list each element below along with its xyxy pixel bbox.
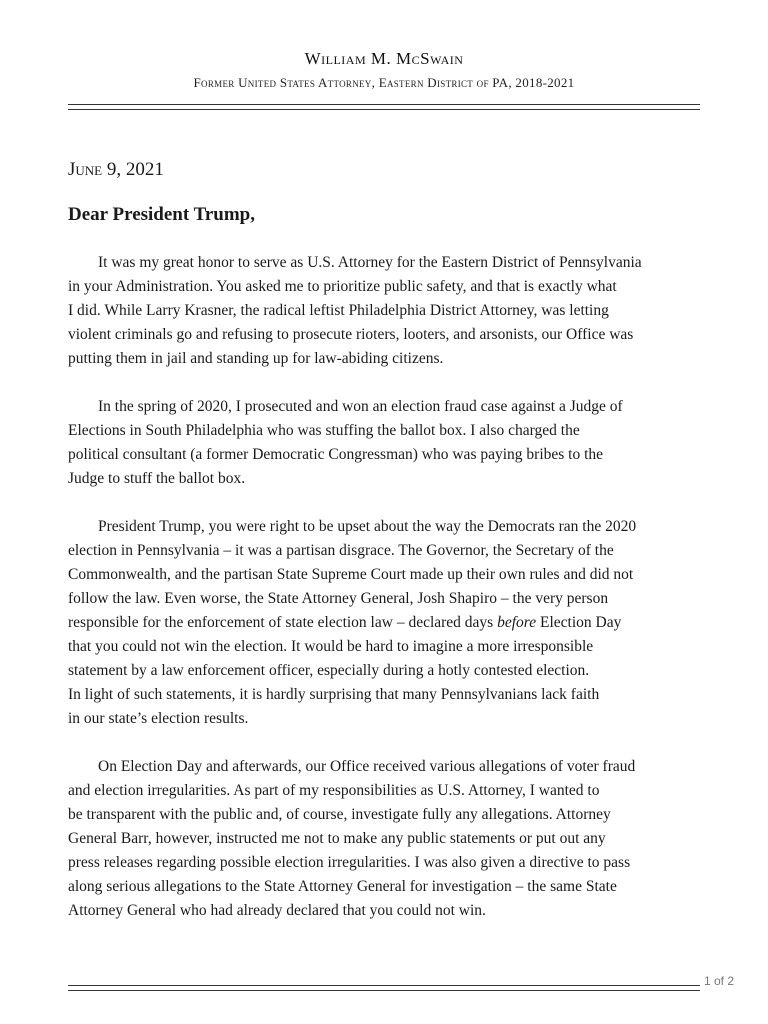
text-line: in your Administration. You asked me to prioritize public safety, and that is exactly what — [68, 278, 617, 295]
salutation: Dear President Trump, — [68, 204, 256, 225]
text-line: putting them in jail and standing up for law-abiding citizens. — [68, 350, 444, 367]
letterhead-subtitle: Former United States Attorney, Eastern District of PA, 2018-2021 — [193, 75, 575, 90]
text-line: follow the law. Even worse, the State Attorney General, Josh Shapiro – the very person — [68, 590, 609, 607]
text-line: Elections in South Philadelphia who was stuffing the ballot box. I also charged the — [68, 422, 580, 439]
text-line: political consultant (a former Democratic Congressman) who was paying bribes to the — [68, 446, 604, 463]
text-line: Commonwealth, and the partisan State Supreme Court made up their own rules and did not — [68, 566, 634, 583]
text-line: Judge to stuff the ballot box. — [68, 470, 246, 487]
paragraph-4 — [68, 755, 708, 923]
text-segment: responsible for the enforcement of state election law – declared days — [68, 614, 498, 631]
text-line: Attorney General who had already declared that you could not win. — [68, 902, 486, 919]
letterhead — [0, 48, 768, 92]
letter-body — [68, 251, 708, 923]
letter-date: June 9, 2021 — [68, 159, 164, 180]
text-line-with-emphasis — [68, 611, 708, 635]
text-line: violent criminals go and refusing to prosecute rioters, looters, and arsonists, our Office was — [68, 326, 634, 343]
text-line: It was my great honor to serve as U.S. Attorney for the Eastern District of Pennsylvania — [98, 254, 642, 271]
text-line: In the spring of 2020, I prosecuted and won an election fraud case against a Judge of — [98, 398, 623, 415]
text-line: General Barr, however, instructed me not to make any public statements or put out any — [68, 830, 606, 847]
text-line: that you could not win the election. It would be hard to imagine a more irresponsible — [68, 638, 594, 655]
paragraph-1 — [68, 251, 708, 371]
text-segment: Election Day — [536, 614, 622, 631]
page-indicator: 1 of 2 — [703, 974, 734, 988]
text-line: along serious allegations to the State Attorney General for investigation – the same State — [68, 878, 617, 895]
text-line: On Election Day and afterwards, our Office received various allegations of voter fraud — [98, 758, 636, 775]
text-line: be transparent with the public and, of course, investigate fully any allegations. Attorney — [68, 806, 611, 823]
text-line: statement by a law enforcement officer, especially during a hotly contested election. — [68, 662, 590, 679]
paragraph-3 — [68, 515, 708, 731]
text-line: President Trump, you were right to be upset about the way the Democrats ran the 2020 — [98, 518, 637, 535]
text-line: press releases regarding possible election irregularities. I was also given a directive to pass — [68, 854, 631, 871]
text-line: election in Pennsylvania – it was a partisan disgrace. The Governor, the Secretary of the — [68, 542, 614, 559]
paragraph-2 — [68, 395, 708, 491]
emphasis-before: before — [497, 614, 537, 631]
footer-divider — [68, 985, 700, 991]
text-line: In light of such statements, it is hardly surprising that many Pennsylvanians lack faith — [68, 686, 600, 703]
header-divider — [68, 104, 700, 110]
text-line: I did. While Larry Krasner, the radical leftist Philadelphia District Attorney, was letting — [68, 302, 609, 319]
text-line: in our state’s election results. — [68, 710, 249, 727]
text-line: and election irregularities. As part of my responsibilities as U.S. Attorney, I wanted to — [68, 782, 600, 799]
letterhead-name: William M. McSwain — [304, 49, 464, 68]
